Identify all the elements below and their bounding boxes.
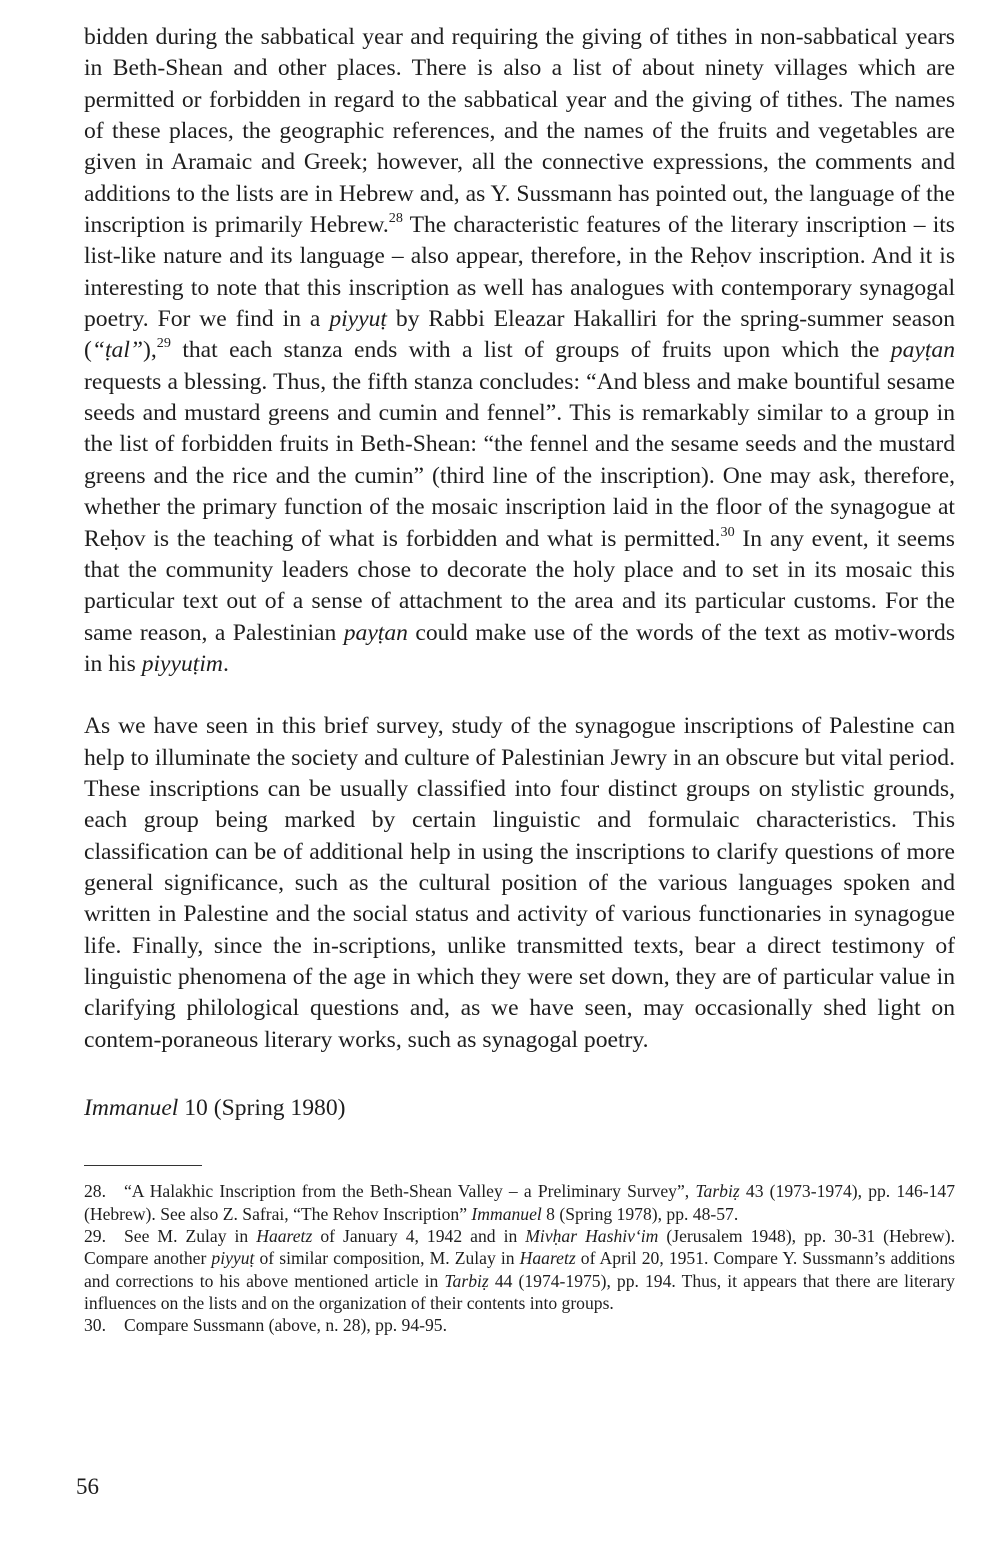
footnote-text: of April 20, 1951. Compare Y. Sussmann’s additions and corrections to his above mentioned article in: [84, 1248, 955, 1291]
footnote-text: of January 4, 1942 and in: [312, 1225, 526, 1246]
italic-term: payṭan: [343, 619, 408, 646]
paragraph-text: that each stanza ends with a list of groups of fruits upon which the: [170, 337, 891, 364]
citation-journal: Immanuel: [84, 1095, 179, 1121]
italic-term: Tarbiẓ: [444, 1270, 489, 1291]
footnote-text: 44 (1974-1975), pp. 194. Thus, it appears that there are literary influences on the lists and on the organization of their contents into groups.: [84, 1270, 955, 1313]
footnote-29: [84, 1225, 955, 1314]
italic-term: “ṭal”: [91, 337, 144, 364]
footnote-number: 29.: [84, 1225, 106, 1246]
italic-term: piyyuṭ: [329, 306, 387, 333]
footnote-text: 8 (Spring 1978), pp. 48-57.: [541, 1203, 739, 1224]
citation-issue: 10 (Spring 1980): [178, 1095, 346, 1121]
italic-term: Mivḥar Hashiv‘im: [525, 1225, 659, 1246]
paragraph-text: In any event, it seems that the community leaders chose to decorate the holy place and to set in its mosaic this particular text out of a sense of attachment to the area and its particular customs. For the same reason, a Palestinian: [84, 525, 955, 646]
footnote-text: 43 (1973-1974), pp. 146-147 (Hebrew). See also Z. Safrai, “The Rehov Inscription”: [84, 1181, 956, 1224]
italic-term: payṭan: [890, 337, 955, 364]
paragraph-text: requests a blessing. Thus, the fifth stanza concludes: “And bless and make bountiful sesame seeds and mustard greens and cumin and fennel”. This is remarkably similar to a group in the list of forbidden fruits in Beth-Shean: “the fennel and the sesame seeds and the mustard greens and the rice and the cumin” (third line of the inscription). One may ask, therefore, whether the primary function of the mosaic inscription laid in the floor of the synagogue at Reḥov is the teaching of what is forbidden and what is permitted.: [84, 368, 955, 552]
paragraph-text: bidden during the sabbatical year and requiring the giving of tithes in non-sabbatical years in Beth-Shean and other places. There is also a list of about ninety villages which are permitted or forbidden in regard to the sabbatical year and the giving of tithes. The names of these places, the geographic references, and the names of the fruits and vegetables are given in Aramaic and Greek; however, all the connective expressions, the comments and additions to the lists are in Hebrew and, as Y. Sussmann has pointed out, the language of the inscription is primarily Hebrew.: [84, 24, 955, 239]
paragraph-text: could make use of the words of the text as motiv-words in his: [84, 619, 955, 677]
footnote-text: “A Halakhic Inscription from the Beth-Shean Valley – a Preliminary Survey”,: [124, 1181, 696, 1202]
footnote-text: Compare Sussmann (above, n. 28), pp. 94-95.: [124, 1315, 447, 1336]
footnote-ref-28[interactable]: 28: [388, 210, 403, 227]
body-paragraph-1: [84, 22, 955, 680]
footnote-ref-30[interactable]: 30: [720, 523, 735, 540]
footnote-number: 30.: [84, 1315, 106, 1336]
footnote-28: [84, 1180, 955, 1225]
body-paragraph-2: As we have seen in this brief survey, study of the synagogue inscriptions of Palestine can help to illuminate the society and culture of Palestinian Jewry in an obscure but vital period. These inscriptions can be usually classified into four distinct groups on stylistic grounds, each group being marked by certain linguistic and formulaic characteristics. This classification can be of additional help in using the inscriptions to clarify questions of more general significance, such as the cultural position of the various languages spoken and written in Palestine and the social status and activity of various functionaries in synagogue life. Finally, since the in-scriptions, unlike transmitted texts, bear a direct testimony of linguistic phenomena of the age in which they were set down, they are of particular value in clarifying philological questions and, as we have seen, may occasionally shed light on contem-poraneous literary works, such as synagogal poetry.: [84, 713, 955, 1053]
italic-term: Haaretz: [256, 1225, 313, 1246]
paragraph-text: ),: [143, 337, 157, 364]
italic-term: piyyuṭim: [141, 650, 223, 677]
paragraph-text: by Rabbi Eleazar Hakalliri for the spring-summer season (: [84, 306, 956, 364]
italic-term: Haaretz: [519, 1248, 576, 1269]
italic-term: Immanuel: [471, 1203, 542, 1224]
footnote-30: [84, 1314, 955, 1336]
footnote-ref-29[interactable]: 29: [156, 335, 171, 352]
footnote-separator: [84, 1165, 202, 1166]
italic-term: piyyuṭ: [211, 1248, 255, 1269]
footnotes: [84, 1180, 955, 1336]
italic-term: Tarbiẓ: [695, 1181, 740, 1202]
footnote-text: (Jerusalem 1948), pp. 30-31 (Hebrew). Compare another: [84, 1225, 955, 1269]
footnote-number: 28.: [84, 1181, 106, 1202]
paragraph-text: The characteristic features of the literary inscription – its list-like nature and its language – also appear, therefore, in the Reḥov inscription. And it is interesting to note that this inscription as well has analogues with contemporary synagogal poetry. For we find in a: [84, 212, 955, 333]
source-citation: [84, 1093, 955, 1124]
footnote-text: of similar composition, M. Zulay in: [254, 1248, 520, 1269]
footnote-text: See M. Zulay in: [124, 1225, 257, 1246]
paragraph-text: .: [222, 650, 229, 677]
page-number: 56: [76, 1474, 99, 1499]
